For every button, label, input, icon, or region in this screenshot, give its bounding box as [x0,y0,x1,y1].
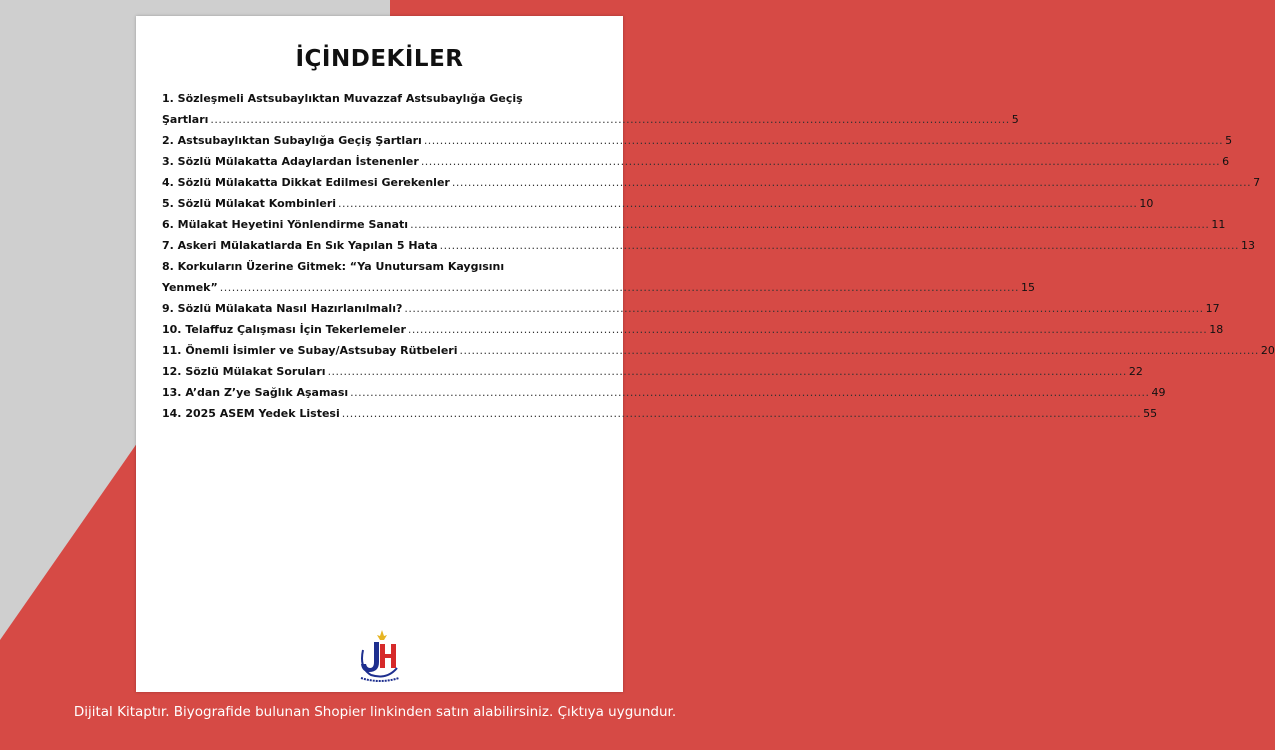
toc-page-number: 17 [1205,302,1220,315]
toc-entry [162,382,1166,403]
toc-entry-title-line: 1. Sözleşmeli Astsubaylıktan Muvazzaf Astsubaylığa Geçiş [162,92,523,105]
toc-page-number: 55 [1143,407,1158,420]
toc-entry-title: 5. Sözlü Mülakat Kombinleri [162,197,337,210]
toc-leader-dots: ........................................................................................................................................................................................................ [210,113,1010,126]
toc-entry [162,340,1275,361]
toc-page-number: 11 [1211,218,1226,231]
toc-entry-title: 13. A’dan Z’ye Sağlık Aşaması [162,386,349,399]
toc-entry-title: 12. Sözlü Mülakat Soruları [162,365,326,378]
toc-entry [162,298,1220,319]
toc-entry-title: 6. Mülakat Heyetini Yönlendirme Sanatı [162,218,409,231]
toc-leader-dots: ........................................................................................................................................................................................................ [338,197,1138,210]
toc-entry [162,256,1036,298]
toc-entry [162,214,1226,235]
toc-entry [162,361,1143,382]
toc-entry [162,151,1230,172]
toc-page-number: 5 [1225,134,1233,147]
toc-leader-dots: ........................................................................................................................................................................................................ [404,302,1204,315]
toc-page-number: 7 [1253,176,1261,189]
toc-page-number: 15 [1021,281,1036,294]
toc-entry-title: 11. Önemli İsimler ve Subay/Astsubay Rütbeleri [162,344,458,357]
toc-leader-dots: ........................................................................................................................................................................................................ [423,134,1224,147]
toc-entry-title: 9. Sözlü Mülakata Nasıl Hazırlanılmalı? [162,302,403,315]
toc-entry [162,172,1261,193]
toc-page-number: 5 [1011,113,1019,126]
toc-entry-title: 7. Askeri Mülakatlarda En Sık Yapılan 5 Hata [162,239,438,252]
toc-leader-dots: ........................................................................................................................................................................................................ [327,365,1127,378]
toc-entry [162,88,1019,130]
publisher-logo-icon [357,628,403,686]
toc-leader-dots: ........................................................................................................................................................................................................ [219,281,1020,294]
document-page [136,16,1275,692]
toc-entry [162,403,1158,424]
toc-entry-title: 4. Sözlü Mülakatta Dikkat Edilmesi Gerekenler [162,176,450,189]
toc-page-number: 18 [1209,323,1224,336]
toc-leader-dots: ........................................................................................................................................................................................................ [410,218,1210,231]
toc-entry-title: 14. 2025 ASEM Yedek Listesi [162,407,340,420]
toc-entry-title: 10. Telaffuz Çalışması İçin Tekerlemeler [162,323,406,336]
promo-caption: Dijital Kitaptır. Biyografide bulunan Shopier linkinden satın alabilirsiniz. Çıktıya uygundur. [73,704,677,720]
toc-page-number: 22 [1128,365,1143,378]
toc-entry-title: Yenmek” [162,281,218,294]
toc-entry [162,235,1255,256]
toc-entry-title: Şartları [162,113,209,126]
toc-page-number: 6 [1222,155,1230,168]
toc-leader-dots: ........................................................................................................................................................................................................ [341,407,1142,420]
table-of-contents [162,88,1275,424]
toc-leader-dots: ........................................................................................................................................................................................................ [350,386,1150,399]
toc-entry-title-line: 8. Korkuların Üzerine Gitmek: “Ya Unutursam Kaygısını [162,260,505,273]
toc-entry [162,130,1233,151]
toc-page-number: 10 [1139,197,1154,210]
toc-leader-dots: ........................................................................................................................................................................................................ [451,176,1252,189]
toc-leader-dots: ........................................................................................................................................................................................................ [439,239,1239,252]
toc-page-number: 49 [1151,386,1166,399]
toc-entry-title: 2. Astsubaylıktan Subaylığa Geçiş Şartları [162,134,422,147]
toc-leader-dots: ........................................................................................................................................................................................................ [459,344,1259,357]
toc-leader-dots: ........................................................................................................................................................................................................ [407,323,1208,336]
toc-leader-dots: ........................................................................................................................................................................................................ [420,155,1221,168]
toc-entry [162,319,1224,340]
toc-entry [162,193,1154,214]
toc-page-number: 13 [1240,239,1255,252]
toc-page-number: 20 [1260,344,1275,357]
page-title: İÇİNDEKİLER [295,46,464,72]
toc-entry-title: 3. Sözlü Mülakatta Adaylardan İstenenler [162,155,419,168]
